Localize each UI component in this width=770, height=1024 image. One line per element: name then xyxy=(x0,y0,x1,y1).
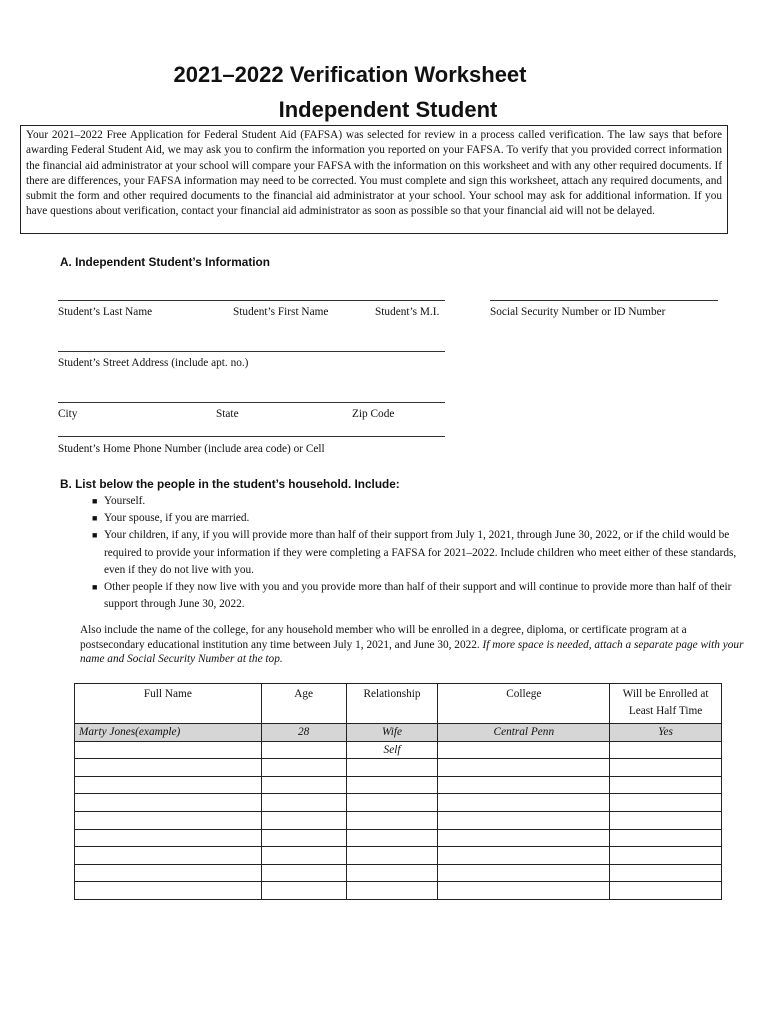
bullet-icon: ■ xyxy=(92,513,98,524)
example-half-time: Yes xyxy=(610,724,722,742)
example-row xyxy=(75,724,722,742)
half-time-cell[interactable] xyxy=(610,829,722,847)
name-cell[interactable] xyxy=(75,741,262,759)
age-cell[interactable] xyxy=(261,864,346,882)
half-time-cell[interactable] xyxy=(610,882,722,900)
age-cell[interactable] xyxy=(261,882,346,900)
bullet-icon: ■ xyxy=(92,582,98,593)
name-cell[interactable] xyxy=(75,811,262,829)
half-time-cell[interactable] xyxy=(610,776,722,794)
relationship-cell[interactable] xyxy=(346,794,438,812)
name-cell[interactable] xyxy=(75,794,262,812)
name-cell[interactable] xyxy=(75,759,262,777)
ssn-label: Social Security Number or ID Number xyxy=(490,306,666,318)
phone-field[interactable] xyxy=(58,436,445,437)
half-time-cell[interactable] xyxy=(610,759,722,777)
city-state-zip-field[interactable] xyxy=(58,402,445,403)
first-name-label: Student’s First Name xyxy=(233,306,329,318)
college-cell[interactable] xyxy=(438,882,610,900)
age-cell[interactable] xyxy=(261,759,346,777)
half-time-cell[interactable] xyxy=(610,794,722,812)
phone-label: Student’s Home Phone Number (include area code) or Cell xyxy=(58,443,325,455)
col-full-name: Full Name xyxy=(75,684,262,724)
bullet-icon: ■ xyxy=(92,496,98,506)
college-cell[interactable] xyxy=(438,759,610,777)
relationship-cell[interactable] xyxy=(346,829,438,847)
college-cell[interactable] xyxy=(438,811,610,829)
college-cell[interactable] xyxy=(438,864,610,882)
city-label: City xyxy=(58,408,78,420)
table-row[interactable] xyxy=(75,759,722,777)
name-cell[interactable] xyxy=(75,882,262,900)
half-time-cell[interactable] xyxy=(610,741,722,759)
last-name-label: Student’s Last Name xyxy=(58,306,153,318)
ssn-field[interactable] xyxy=(490,300,718,301)
page-title: 2021–2022 Verification Worksheet xyxy=(173,62,527,87)
relationship-cell[interactable] xyxy=(346,776,438,794)
col-relationship: Relationship xyxy=(346,684,438,724)
example-college: Central Penn xyxy=(438,724,610,742)
example-age: 28 xyxy=(261,724,346,742)
age-cell[interactable] xyxy=(261,811,346,829)
half-time-cell[interactable] xyxy=(610,811,722,829)
table-row[interactable] xyxy=(75,776,722,794)
table-row[interactable] xyxy=(75,794,722,812)
example-relationship: Wife xyxy=(346,724,438,742)
zip-label: Zip Code xyxy=(352,408,395,420)
table-row[interactable] xyxy=(75,882,722,900)
state-label: State xyxy=(216,408,239,420)
col-age: Age xyxy=(261,684,346,724)
age-cell[interactable] xyxy=(261,829,346,847)
half-time-cell[interactable] xyxy=(610,847,722,865)
mi-label: Student’s M.I. xyxy=(375,306,440,318)
age-cell[interactable] xyxy=(261,847,346,865)
table-header-row xyxy=(75,684,722,724)
household-table xyxy=(74,683,722,900)
table-row[interactable] xyxy=(75,864,722,882)
college-instructions: Also include the name of the college, for any household member who will be enrolled in a degree, diploma, or certificate program at a postsecondary educational institution any time between July 1, 2021, and June 30, 2022. If more space is needed, attach a separate page with your name and Social Security Number at the top. xyxy=(80,624,744,666)
age-cell[interactable] xyxy=(261,776,346,794)
relationship-cell[interactable] xyxy=(346,847,438,865)
bullet-icon: ■ xyxy=(92,530,98,541)
list-item: ■ Your spouse, if you are married. xyxy=(92,510,744,527)
street-address-field[interactable] xyxy=(58,351,445,352)
table-row[interactable] xyxy=(75,829,722,847)
name-cell[interactable] xyxy=(75,829,262,847)
college-cell[interactable] xyxy=(438,741,610,759)
list-item: ■ Other people if they now live with you and you provide more than half of their support and will continue to provide more than half of their support through June 30, 2022. xyxy=(92,581,732,611)
name-cell[interactable] xyxy=(75,847,262,865)
relationship-cell[interactable] xyxy=(346,811,438,829)
age-cell[interactable] xyxy=(261,794,346,812)
col-half-time: Will be Enrolled at Least Half Time xyxy=(610,684,722,724)
street-address-label: Student’s Street Address (include apt. no.) xyxy=(58,357,249,369)
list-item: ■ Yourself. xyxy=(92,493,744,510)
section-b-heading: B. List below the people in the student’s household. Include: xyxy=(60,477,400,491)
col-college: College xyxy=(438,684,610,724)
name-cell[interactable] xyxy=(75,776,262,794)
table-row[interactable] xyxy=(75,811,722,829)
college-cell[interactable] xyxy=(438,776,610,794)
college-cell[interactable] xyxy=(438,829,610,847)
section-a-heading: A. Independent Student’s Information xyxy=(60,255,270,269)
student-name-field[interactable] xyxy=(58,300,445,301)
half-time-cell[interactable] xyxy=(610,864,722,882)
name-cell[interactable] xyxy=(75,864,262,882)
relationship-cell[interactable]: Self xyxy=(346,741,438,759)
college-cell[interactable] xyxy=(438,794,610,812)
relationship-cell[interactable] xyxy=(346,864,438,882)
college-cell[interactable] xyxy=(438,847,610,865)
table-row[interactable] xyxy=(75,741,722,759)
include-list xyxy=(92,493,744,613)
relationship-cell[interactable] xyxy=(346,882,438,900)
age-cell[interactable] xyxy=(261,741,346,759)
table-row[interactable] xyxy=(75,847,722,865)
list-item: ■ Your children, if any, if you will provide more than half of their support from July 1, 2021, through June 30, 2022, or if the child would be required to provide your information if they were completing a FAFSA for 2021–2022. Include children who meet either of these standards, even if they do not live with you. xyxy=(92,529,737,576)
example-name: Marty Jones(example) xyxy=(75,724,262,742)
intro-box: Your 2021–2022 Free Application for Federal Student Aid (FAFSA) was selected for review in a process called verification. The law says that before awarding Federal Student Aid, we may ask you to confirm the information you reported on your FAFSA. To verify that you provided correct information the financial aid administrator at your school will compare your FAFSA with the information on this worksheet and with any other required documents. If there are differences, your FAFSA information may need to be corrected. You must complete and sign this worksheet, attach any required documents, and submit the form and other required documents to the financial aid administrator at your school. Your school may ask for additional information. If you have questions about verification, contact your financial aid administrator as soon as possible so that your financial aid will not be delayed. xyxy=(20,125,728,234)
page-subtitle: Independent Student xyxy=(278,97,498,122)
relationship-cell[interactable] xyxy=(346,759,438,777)
